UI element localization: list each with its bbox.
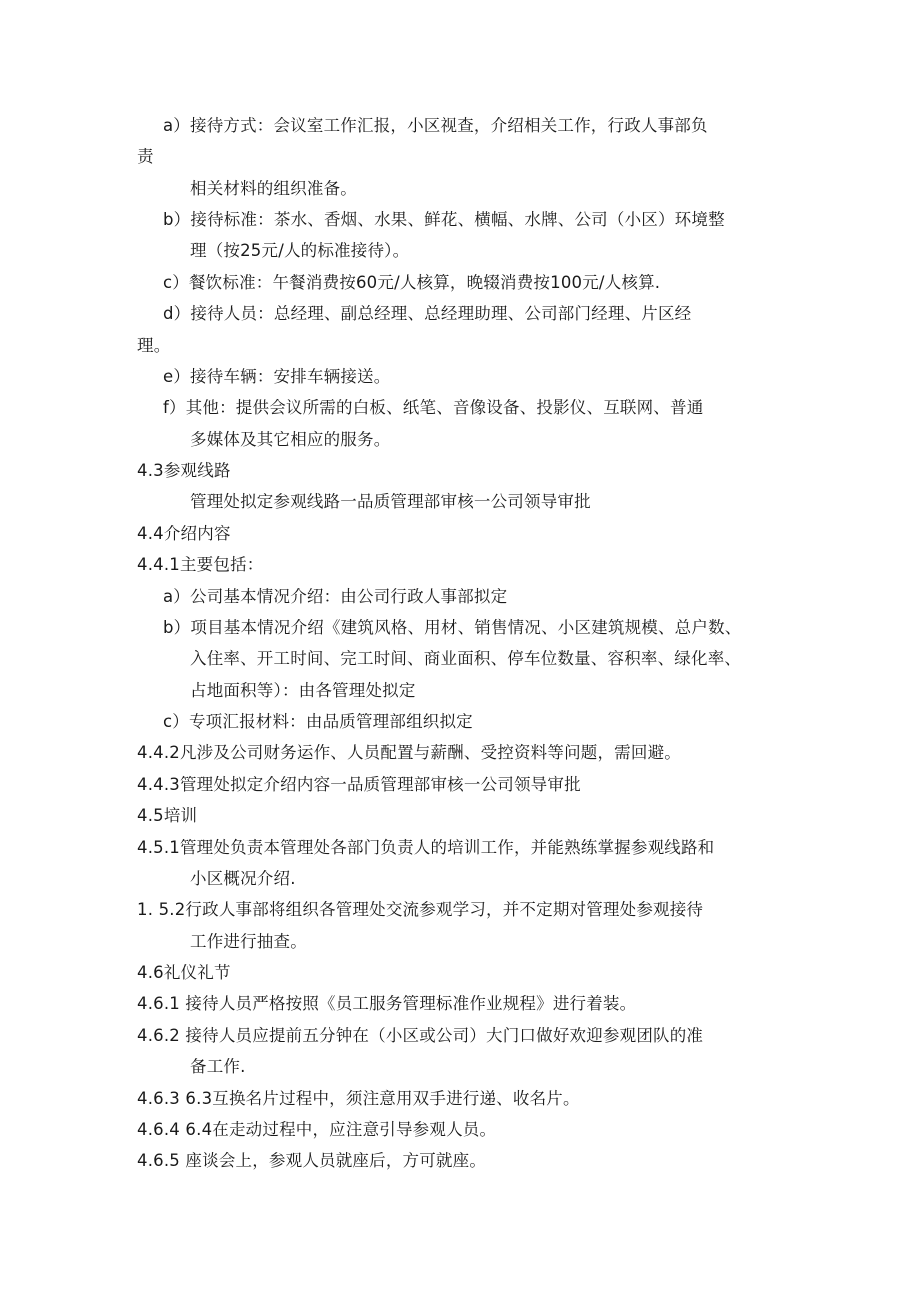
line-route-approval: 管理处拟定参观线路一品质管理部审核一公司领导审批 xyxy=(190,492,591,511)
line-project-intro-cont: 入住率、开工时间、完工时间、商业面积、停车位数量、容积率、绿化率、 xyxy=(190,649,742,668)
line-reception-method-cont2: 相关材料的组织准备。 xyxy=(190,179,357,198)
item-4-4-3: 4.4.3管理处拟定介绍内容一品质管理部审核一公司领导审批 xyxy=(137,775,581,794)
line-project-intro: b）项目基本情况介绍《建筑风格、用材、销售情况、小区建筑规模、总户数、 xyxy=(163,618,742,637)
item-4-4-2: 4.4.2凡涉及公司财务运作、人员配置与薪酬、受控资料等问题，需回避。 xyxy=(137,743,681,762)
line-project-intro-cont2: 占地面积等）：由各管理处拟定 xyxy=(190,681,416,700)
line-reception-method-cont: 责 xyxy=(137,147,154,166)
item-4-5-1-cont: 小区概况介绍. xyxy=(190,869,296,888)
item-4-6-3: 4.6.3 6.3互换名片过程中，须注意用双手进行递、收名片。 xyxy=(137,1089,580,1108)
item-1-5-2: 1. 5.2行政人事部将组织各管理处交流参观学习，并不定期对管理处参观接待 xyxy=(137,900,704,919)
item-4-5-1: 4.5.1管理处负责本管理处各部门负责人的培训工作，并能熟练掌握参观线路和 xyxy=(137,838,715,857)
item-4-6-1: 4.6.1 接待人员严格按照《员工服务管理标准作业规程》进行着装。 xyxy=(137,994,637,1013)
item-4-6-4: 4.6.4 6.4在走动过程中，应注意引导参观人员。 xyxy=(137,1120,497,1139)
line-special-report: c）专项汇报材料：由品质管理部组织拟定 xyxy=(163,712,473,731)
heading-4-5: 4.5培训 xyxy=(137,806,198,825)
heading-4-4: 4.4介绍内容 xyxy=(137,524,231,543)
heading-4-6: 4.6礼仪礼节 xyxy=(137,963,231,982)
line-reception-vehicle: e）接待车辆：安排车辆接送。 xyxy=(163,367,391,386)
heading-4-4-1: 4.4.1主要包括： xyxy=(137,555,264,574)
line-catering-standard: c）餐饮标准：午餐消费按60元/人核算，晚辍消费按100元/人核算. xyxy=(163,273,661,292)
line-reception-standard: b）接待标准：茶水、香烟、水果、鲜花、横幅、水牌、公司（小区）环境整 xyxy=(163,210,725,229)
line-reception-standard-cont: 理（按25元/人的标准接待）。 xyxy=(190,241,410,260)
item-4-6-2: 4.6.2 接待人员应提前五分钟在（小区或公司）大门口做好欢迎参观团队的准 xyxy=(137,1026,704,1045)
line-other: f）其他：提供会议所需的白板、纸笔、音像设备、投影仪、互联网、普通 xyxy=(163,398,704,417)
heading-4-3: 4.3参观线路 xyxy=(137,461,231,480)
line-reception-staff-cont: 理。 xyxy=(137,336,171,355)
line-other-cont: 多媒体及其它相应的服务。 xyxy=(190,430,391,449)
item-4-6-2-cont: 备工作. xyxy=(190,1057,246,1076)
line-reception-method: a）接待方式：会议室工作汇报，小区视查，介绍相关工作，行政人事部负 xyxy=(163,116,708,135)
line-reception-staff: d）接待人员：总经理、副总经理、总经理助理、公司部门经理、片区经 xyxy=(163,304,692,323)
item-4-6-5: 4.6.5 座谈会上，参观人员就座后，方可就座。 xyxy=(137,1151,487,1170)
item-1-5-2-cont: 工作进行抽查。 xyxy=(190,932,307,951)
line-company-intro: a）公司基本情况介绍：由公司行政人事部拟定 xyxy=(163,587,508,606)
